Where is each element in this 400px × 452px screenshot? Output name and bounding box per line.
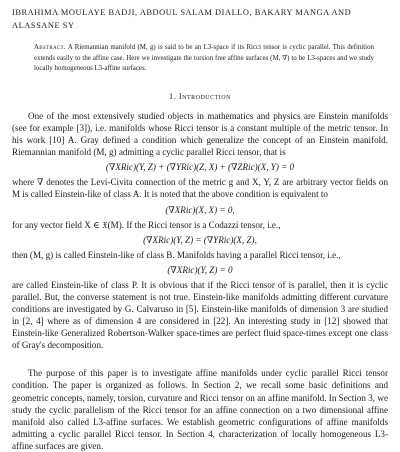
- abstract: [34, 43, 374, 75]
- paragraph-4: then (M, g) is called Einstein-like of class B. Manifolds having a parallel Ricci tensor, i.e.,: [12, 249, 341, 260]
- abstract-text: A Riemannian manifold (M, g) is said to be an L3-space if its Ricci tensor is cyclic parallel. This definition extends easily to the affine case. Here we investigate the torsion free affine surfaces (M, ∇) to be L3-spaces and we study locally homogeneous L3-affine surfaces.: [34, 44, 374, 72]
- paragraph-5: are called Einstein-like of class P. It is obvious that if the Ricci tensor of is parallel, then it is cyclic parallel. But, the converse statement is not true. Einstein-like manifolds admitting different curvature conditions are investigated by G. Calvaruso in [5]. Einstein-like manifolds of dimension 3 are studied in [2, 4] where as of dimension 4 are considered in [22]. An interesting study in [12] showed that Einstein-like Generalized Robertson-Walker space-times are perfect fluid space-times except one class of Gray's decomposition.: [12, 279, 388, 351]
- authors-line-1: IBRAHIMA MOULAYE BADJI, ABDOUL SALAM DIALLO, BAKARY MANGA AND: [12, 8, 352, 17]
- paragraph-6: The purpose of this paper is to investigate affine manifolds under cyclic parallel Ricci tensor condition. The paper is organized as follows. In Section 2, we recall some basic definitions and geometric concepts, namely, torsion, curvature and Ricci tensor on an affine manifold. In Section 3, we study the cyclic parallelism of the Ricci tensor for an affine connection on a two dimensional affine manifold also called L3-affine surfaces. We establish geometric configurations of affine manifolds admitting a cyclic parallel Ricci tensor. In Section 4, characterization of locally homogeneous L3-affine surfaces are given.: [12, 368, 388, 451]
- equation-codazzi: (∇XRic)(Y, Z) = (∇YRic)(X, Z),: [143, 234, 257, 245]
- equation-equivalent: (∇XRic)(X, X) = 0,: [165, 204, 235, 215]
- abstract-label: Abstract.: [34, 44, 66, 51]
- paragraph-gap: [12, 351, 388, 367]
- equation-parallel: (∇XRic)(Y, Z) = 0: [167, 264, 233, 275]
- section-heading-introduction: 1. Introduction: [169, 92, 231, 101]
- author-list: [12, 6, 372, 32]
- paragraph-2: where ∇ denotes the Levi-Civita connection of the metric g and X, Y, Z are arbitrary vector fields on M is called Einstein-like of class A. It is noted that the above condition is equivalent to: [12, 177, 388, 200]
- introduction-body: [12, 110, 388, 452]
- authors-line-2: ALASSANE SY: [12, 21, 75, 30]
- paragraph-1: One of the most extensively studied objects in mathematics and physics are Einstein manifolds (see for example [3]), i.e. manifolds whose Ricci tensor is a constant multiple of the metric tensor. In his work [10] A. Gray defined a condition which generalize the concept of an Einstein manifold. Riemannian manifold (M, g) admitting a cyclic parallel Ricci tensor, that is: [12, 111, 388, 158]
- paragraph-3: for any vector field X ∈ 𝔛(M). If the Ricci tensor is a Codazzi tensor, i.e.,: [12, 219, 281, 230]
- equation-cyclic-parallel: (∇XRic)(Y, Z) + (∇YRic)(Z, X) + (∇ZRic)(X, Y) = 0: [105, 162, 295, 173]
